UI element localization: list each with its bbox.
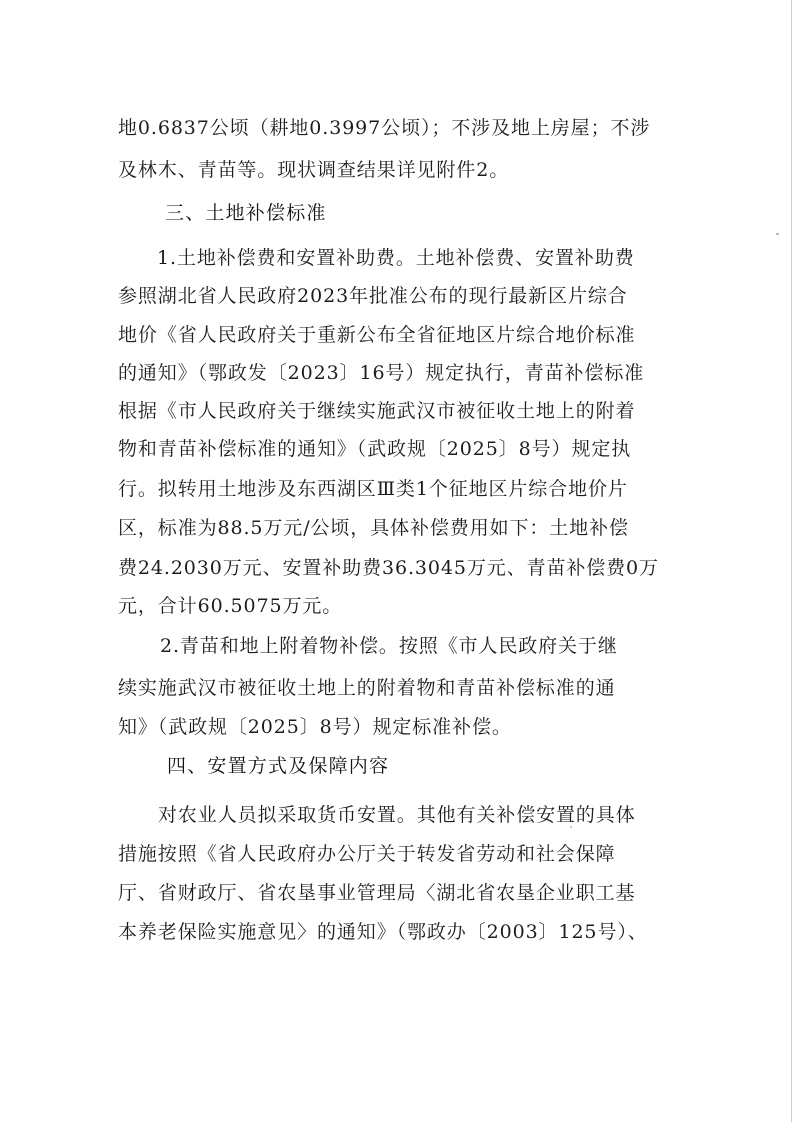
body-line: 续实施武汉市被征收土地上的附着物和青苗补偿标准的通 bbox=[118, 677, 616, 699]
section-heading-4: 四、安置方式及保障内容 bbox=[167, 755, 390, 777]
body-line: 措施按照《省人民政府办公厅关于转发省劳动和社会保障 bbox=[118, 843, 616, 865]
body-line: 元，合计60.5075万元。 bbox=[118, 595, 343, 617]
body-line: 物和青苗补偿标准的通知》（武政规〔2025〕8号）规定执 bbox=[118, 438, 632, 460]
section-heading-3: 三、土地补偿标准 bbox=[165, 202, 327, 224]
body-line: 根据《市人民政府关于继续实施武汉市被征收土地上的附着 bbox=[118, 400, 636, 422]
body-line: 的通知》（鄂政发〔2023〕16号）规定执行，青苗补偿标准 bbox=[118, 362, 645, 384]
body-line: 地价《省人民政府关于重新公布全省征地区片综合地价标准 bbox=[118, 324, 636, 346]
body-line: 行。拟转用土地涉及东西湖区Ⅲ类1个征地区片综合地价片 bbox=[118, 478, 628, 500]
body-line: 对农业人员拟采取货币安置。其他有关补偿安置的具体 bbox=[158, 804, 636, 826]
body-line: 知》（武政规〔2025〕8号）规定标准补偿。 bbox=[118, 716, 512, 738]
body-line: 区，标准为88.5万元/公顷，具体补偿费用如下：土地补偿 bbox=[118, 517, 629, 539]
body-line: 2.青苗和地上附着物补偿。按照《市人民政府关于继 bbox=[160, 635, 618, 657]
body-line: 地0.6837公顷（耕地0.3997公顷）；不涉及地上房屋；不涉 bbox=[118, 117, 651, 139]
scan-speck bbox=[776, 233, 779, 235]
body-line: 本养老保险实施意见〉的通知》（鄂政办〔2003〕125号）、 bbox=[118, 921, 648, 943]
body-line: 及林木、青苗等。现状调查结果详见附件2。 bbox=[118, 159, 510, 181]
body-line: 费24.2030万元、安置补助费36.3045万元、青苗补偿费0万 bbox=[118, 557, 659, 579]
body-line: 参照湖北省人民政府2023年批准公布的现行最新区片综合 bbox=[118, 285, 628, 307]
body-line: 厅、省财政厅、省农垦事业管理局〈湖北省农垦企业职工基 bbox=[118, 882, 636, 904]
body-line: 1.土地补偿费和安置补助费。土地补偿费、安置补助费 bbox=[157, 247, 635, 269]
scan-edge-line bbox=[791, 0, 792, 1122]
